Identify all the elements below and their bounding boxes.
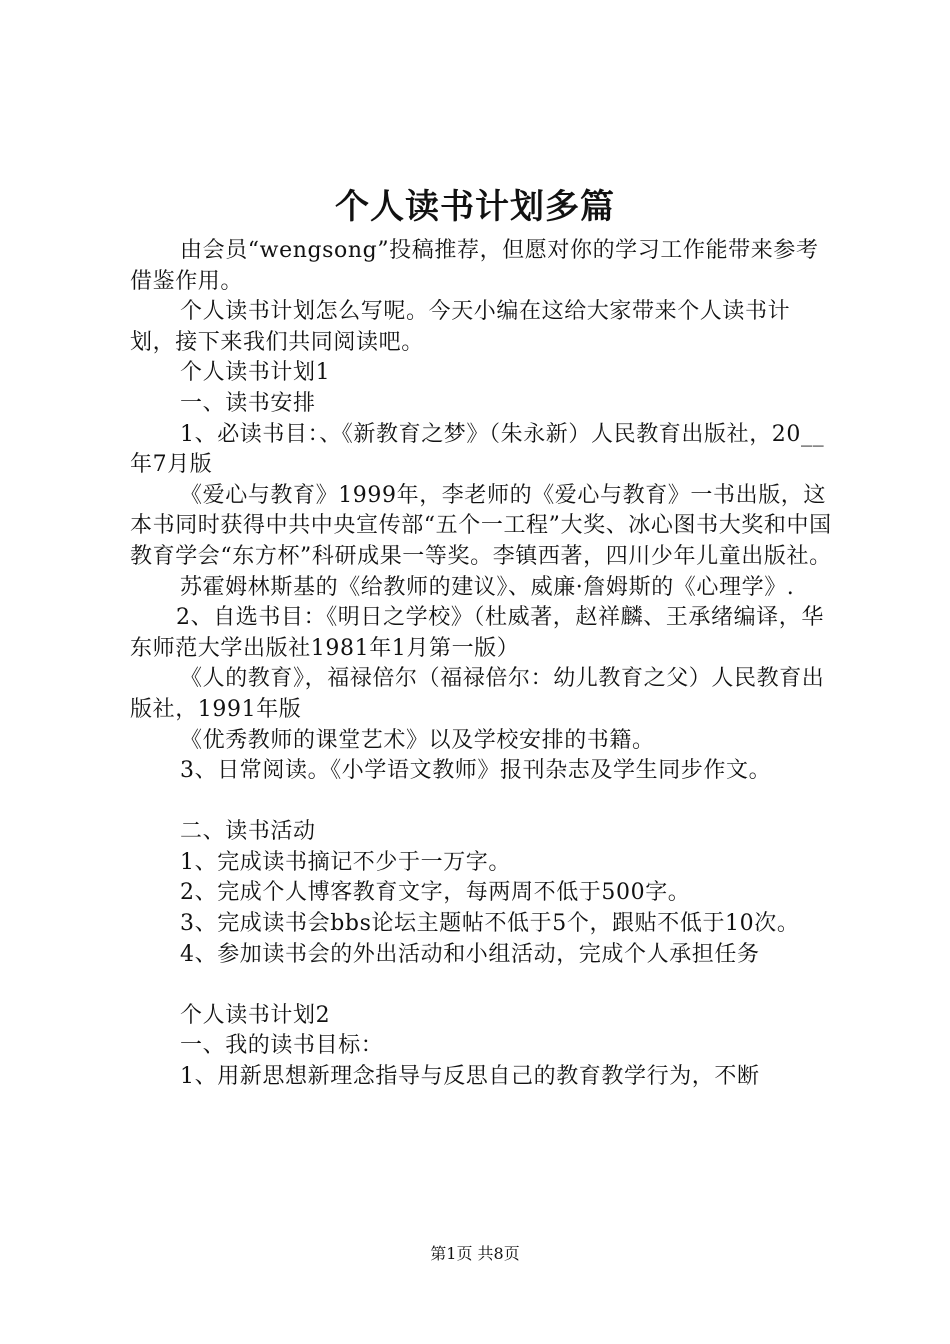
paragraph: 4、参加读书会的外出活动和小组活动，完成个人承担任务 [180,941,760,967]
paragraph: 2、自选书目：《明日之学校》（杜威著，赵祥麟、王承绪编译，华东师范大学出版社1981年1月第一版） [130,605,824,661]
paragraph: 3、日常阅读。《小学语文教师》报刊杂志及学生同步作文。 [180,758,772,784]
section-heading: 个人读书计划1 [180,360,331,386]
page-footer: 第1页 共8页 [430,1244,520,1263]
paragraph: 《优秀教师的课堂艺术》以及学校安排的书籍。 [180,727,655,753]
section-heading: 个人读书计划2 [180,1002,331,1028]
paragraph: 1、完成读书摘记不少于一万字。 [180,849,511,875]
paragraph: 《人的教育》，福禄倍尔（福禄倍尔：幼儿教育之父）人民教育出版社，1991年版 [130,666,825,722]
paragraph: 3、完成读书会bbs论坛主题帖不低于5个，跟贴不低于10次。 [180,911,800,937]
subsection-heading: 一、我的读书目标： [180,1033,384,1059]
subsection-heading: 一、读书安排 [180,390,316,416]
paragraph: 1、必读书目：、《新教育之梦》（朱永新）人民教育出版社，20__年7月版 [130,421,825,478]
blank-line [130,787,835,818]
paragraph: 2、完成个人博客教育文字，每两周不低于500字。 [180,880,691,906]
document-body [130,236,835,1093]
blank-line [130,970,835,1001]
paragraph: 1、用新思想新理念指导与反思自己的教育教学行为，不断 [180,1064,760,1090]
paragraph: 个人读书计划怎么写呢。今天小编在这给大家带来个人读书计划，接下来我们共同阅读吧。 [130,299,791,355]
paragraph: 由会员“wengsong”投稿推荐，但愿对你的学习工作能带来参考借鉴作用。 [130,238,819,294]
document-title: 个人读书计划多篇 [335,187,615,227]
paragraph: 《爱心与教育》1999年，李老师的《爱心与教育》一书出版，这本书同时获得中共中央宣传部“五个一工程”大奖、冰心图书大奖和中国教育学会“东方杯”科研成果一等奖。李镇西著，四川少年儿童出版社。 [130,482,832,569]
paragraph: 苏霍姆林斯基的《给教师的建议》、威廉·詹姆斯的《心理学》. [180,574,795,600]
subsection-heading: 二、读书活动 [180,819,316,845]
